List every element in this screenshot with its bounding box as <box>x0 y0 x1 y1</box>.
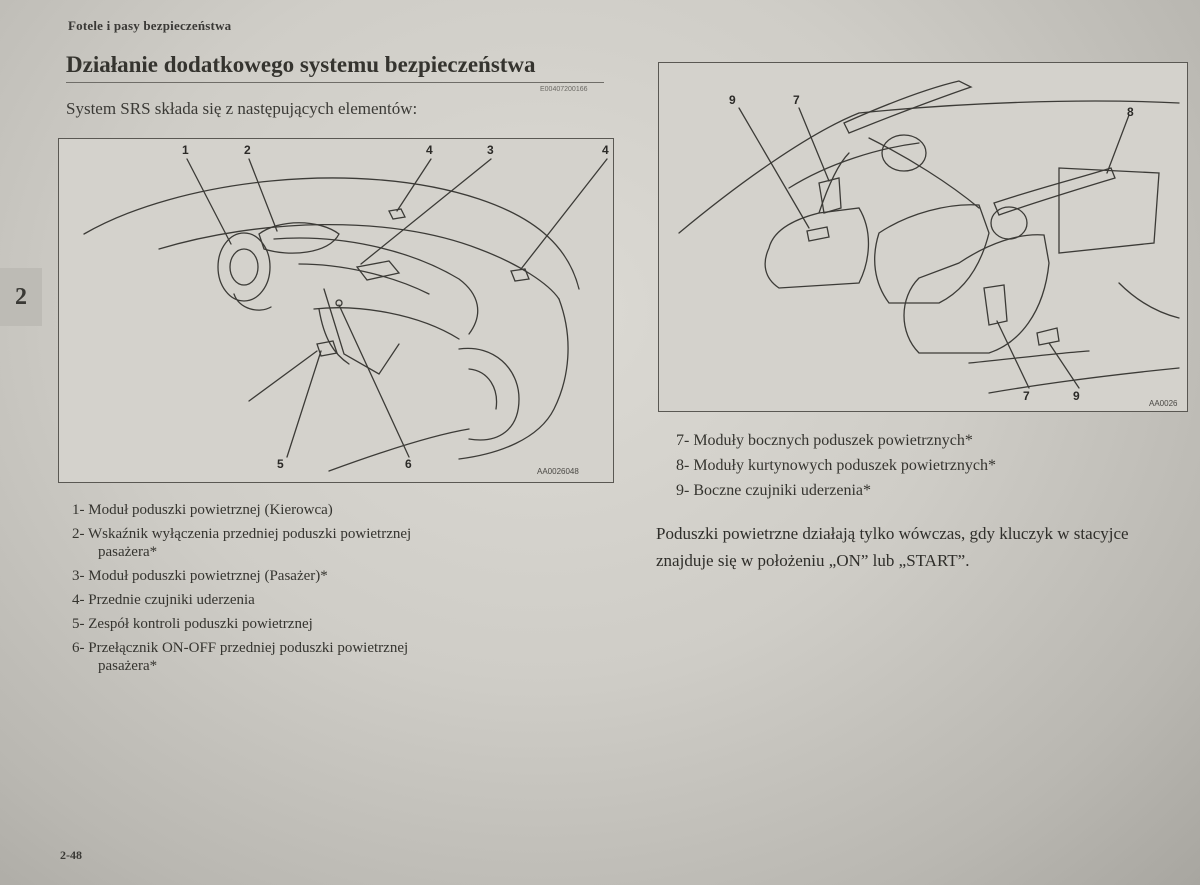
legend-number: 7- <box>676 432 690 449</box>
legend-text: Wskaźnik wyłączenia przedniej poduszki powietrznej <box>87 526 412 542</box>
legend-item <box>676 428 1176 453</box>
legend-text: Moduły kurtynowych poduszek powietrznych* <box>693 457 996 474</box>
callout-4-right: 4 <box>602 143 609 157</box>
component-legend-left <box>72 500 592 680</box>
legend-text: Moduł poduszki powietrznej (Pasażer)* <box>88 568 328 584</box>
figure-code: AA0026048 <box>537 467 579 476</box>
component-legend-right <box>676 428 1176 503</box>
legend-number: 5- <box>72 616 85 632</box>
legend-item <box>72 590 592 610</box>
callout-7-bottom: 7 <box>1023 389 1030 403</box>
legend-text: Zespół kontroli poduszki powietrznej <box>88 616 313 632</box>
callout-8: 8 <box>1127 105 1134 119</box>
legend-item <box>72 638 592 676</box>
callout-2: 2 <box>244 143 251 157</box>
legend-text: Boczne czujniki uderzenia* <box>693 482 872 499</box>
legend-number: 3- <box>72 568 85 584</box>
legend-item <box>676 453 1176 478</box>
srs-dashboard-illustration <box>58 138 614 483</box>
legend-number: 1- <box>72 502 85 518</box>
section-title: Działanie dodatkowego systemu bezpieczeństwa <box>66 52 536 77</box>
legend-text: Przednie czujniki uderzenia <box>88 592 255 608</box>
callout-5: 5 <box>277 457 284 471</box>
legend-item <box>72 566 592 586</box>
callout-7-top: 7 <box>793 93 800 107</box>
legend-item <box>72 524 592 562</box>
legend-number: 2- <box>72 526 85 542</box>
chapter-number: 2 <box>15 283 27 310</box>
callout-9-bottom: 9 <box>1073 389 1080 403</box>
activation-note: Poduszki powietrzne działają tylko wówczas, gdy kluczyk w stacyjce znajduje się w położeniu „ON” lub „START”. <box>656 524 1129 570</box>
legend-item <box>72 614 592 634</box>
legend-text: Przełącznik ON-OFF przedniej poduszki powietrznej <box>88 640 409 656</box>
legend-text: Moduły bocznych poduszek powietrznych* <box>693 432 973 449</box>
legend-number: 4- <box>72 592 85 608</box>
legend-number: 9- <box>676 482 690 499</box>
callout-1: 1 <box>182 143 189 157</box>
legend-text-continued: pasażera* <box>98 544 158 560</box>
intro-text: System SRS składa się z następujących elementów: <box>66 99 418 118</box>
reference-code: E00407200166 <box>540 86 588 93</box>
legend-item <box>72 500 592 520</box>
chapter-tab <box>0 268 42 326</box>
callout-6: 6 <box>405 457 412 471</box>
callout-3: 3 <box>487 143 494 157</box>
legend-text: Moduł poduszki powietrznej (Kierowca) <box>88 502 333 518</box>
figure-code: AA0026 <box>1149 399 1178 408</box>
callout-9-top: 9 <box>729 93 736 107</box>
page-number: 2-48 <box>60 848 82 862</box>
dashboard-drawing <box>59 139 613 482</box>
callout-4-top: 4 <box>426 143 433 157</box>
legend-text-continued: pasażera* <box>98 658 158 674</box>
legend-number: 8- <box>676 457 690 474</box>
side-curtain-airbag-illustration <box>658 62 1188 412</box>
legend-item <box>676 478 1176 503</box>
cabin-drawing <box>659 63 1187 411</box>
title-rule <box>66 82 604 83</box>
running-head: Fotele i pasy bezpieczeństwa <box>68 18 232 33</box>
legend-number: 6- <box>72 640 85 656</box>
